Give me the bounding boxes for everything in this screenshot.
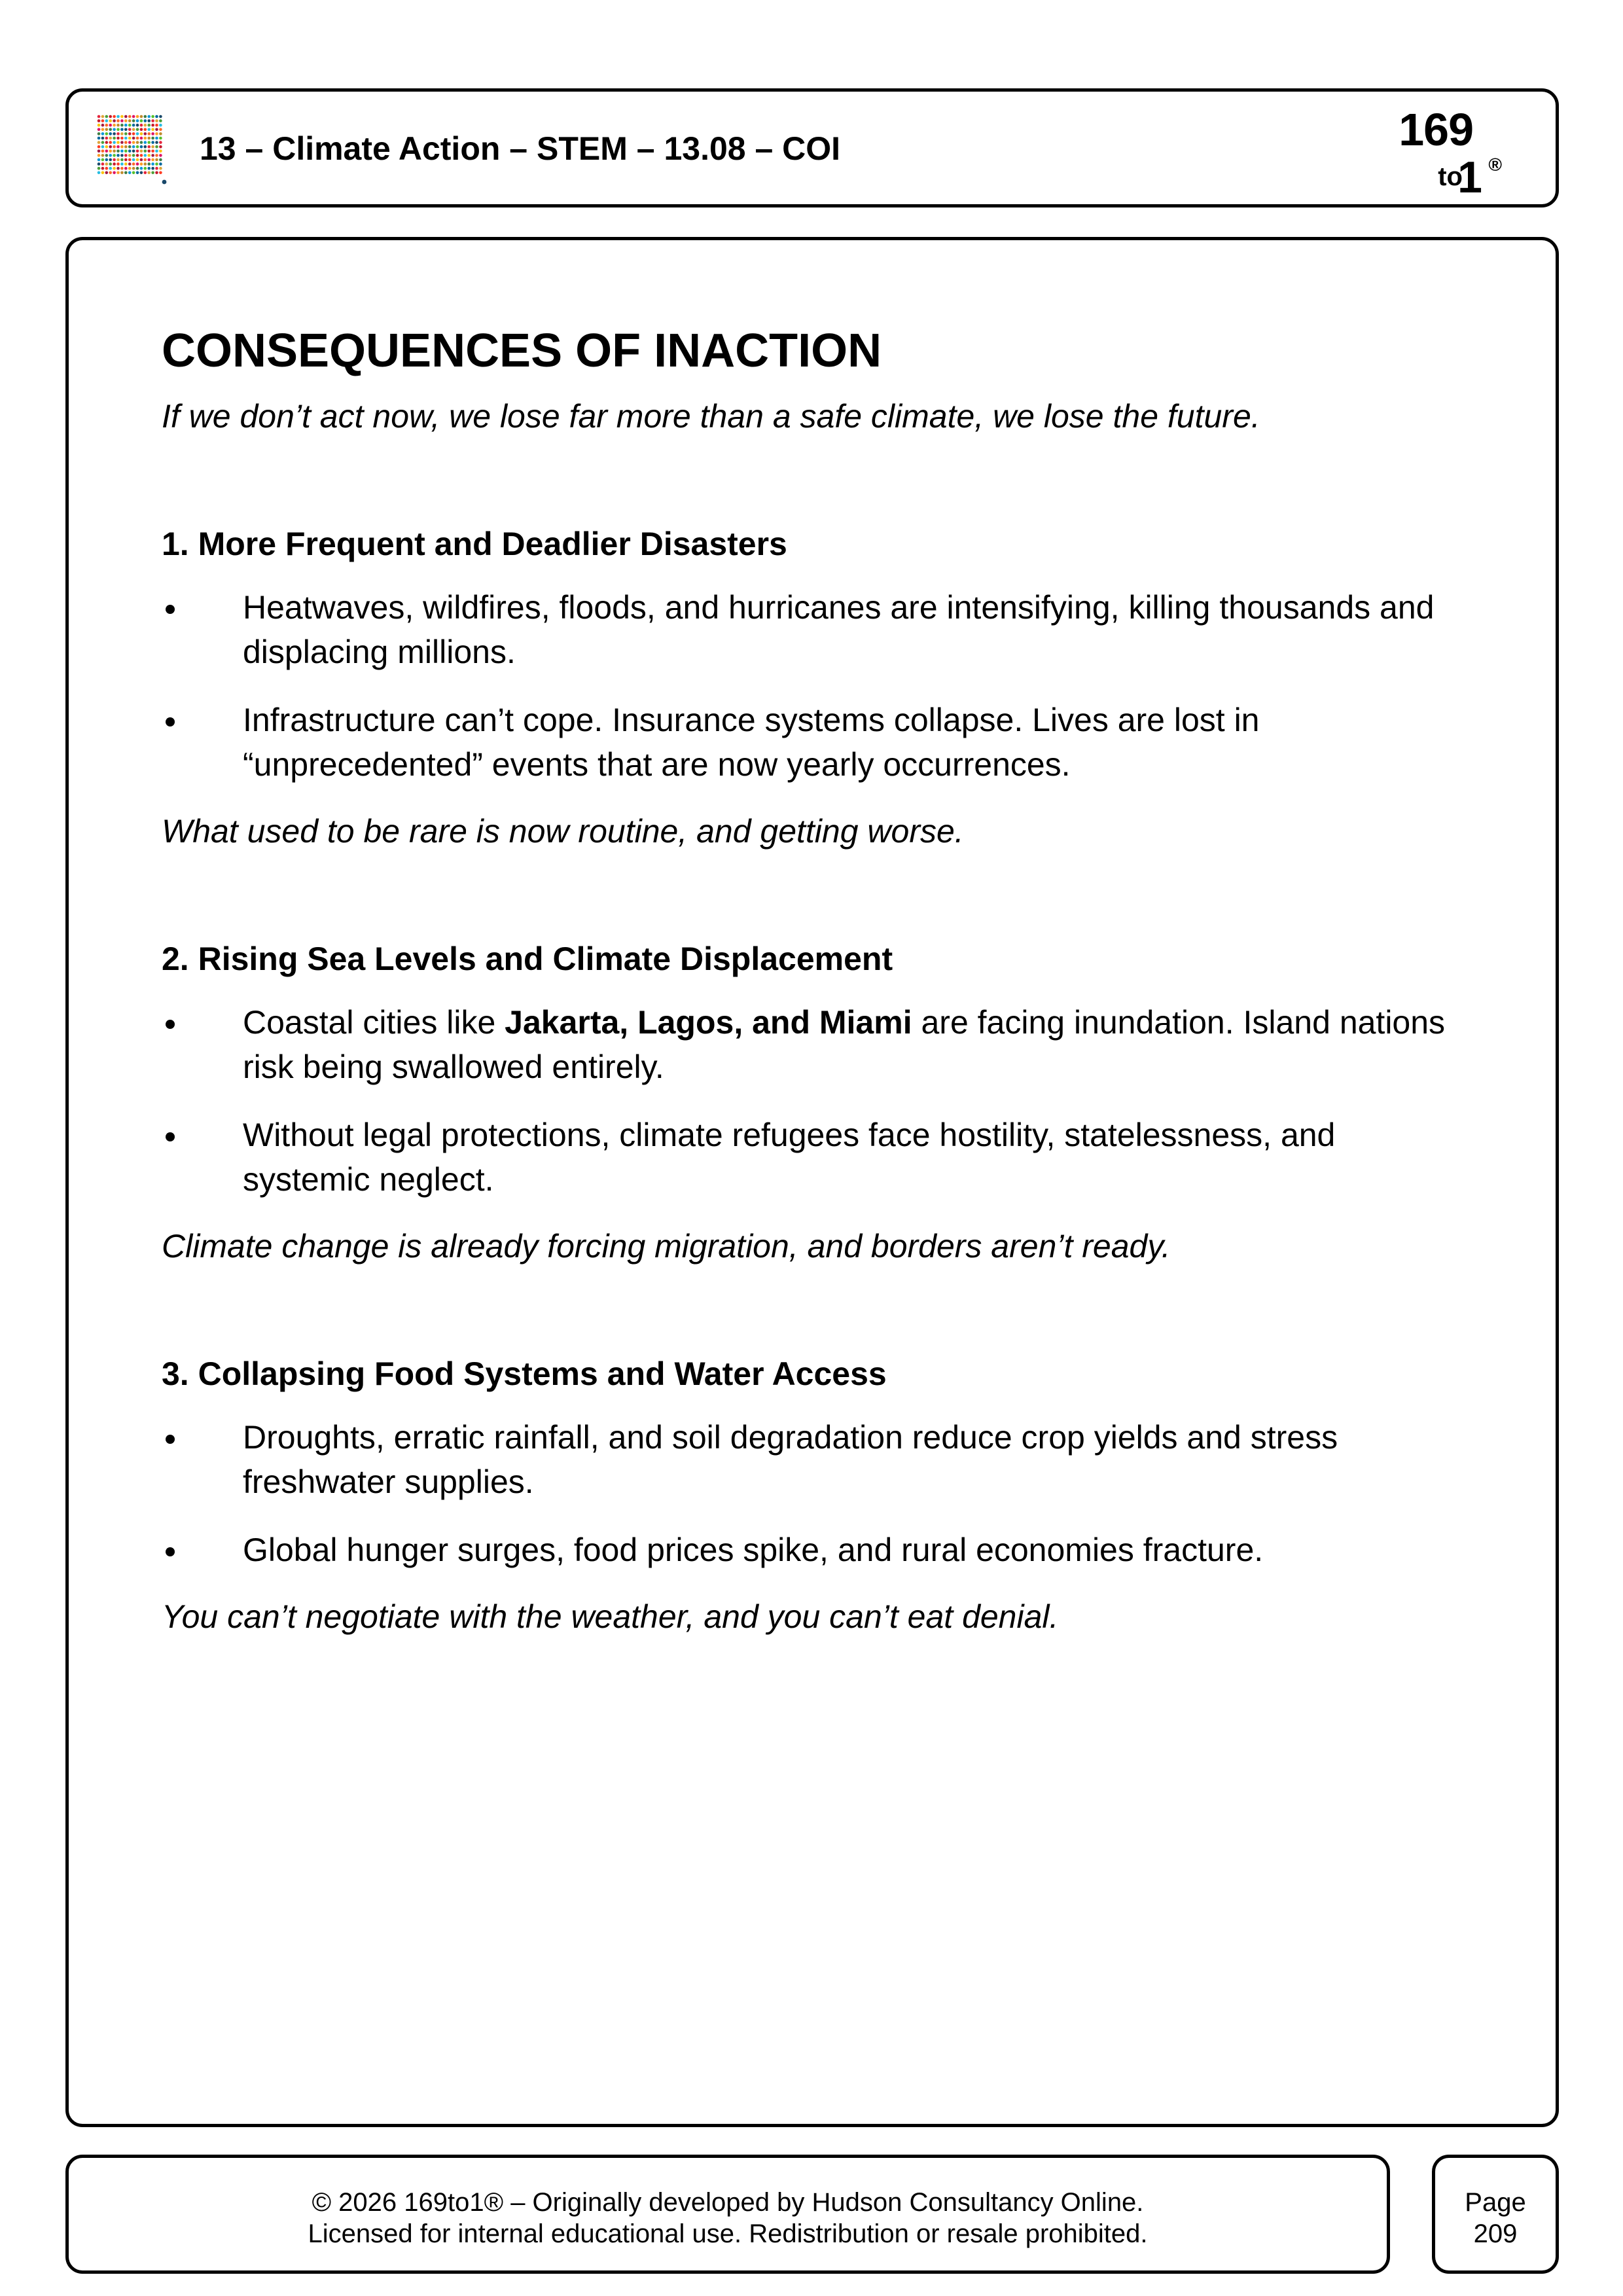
logo-dot bbox=[101, 167, 105, 170]
logo-dot bbox=[140, 119, 143, 122]
logo-dot bbox=[128, 128, 132, 132]
logo-dot bbox=[128, 119, 132, 122]
page-subtitle: If we don’t act now, we lose far more than a safe climate, we lose the future. bbox=[162, 397, 1260, 435]
logo-dot bbox=[120, 158, 124, 162]
logo-dot bbox=[155, 128, 158, 132]
logo-dot bbox=[144, 154, 147, 157]
logo-dot bbox=[128, 162, 132, 166]
logo-dot bbox=[155, 158, 158, 162]
logo-dot bbox=[147, 150, 151, 153]
logo-dot bbox=[101, 137, 105, 140]
logo-dot bbox=[124, 154, 128, 157]
logo-dot bbox=[132, 119, 135, 122]
logo-dot bbox=[101, 162, 105, 166]
list-item bbox=[162, 698, 1471, 787]
logo-dot bbox=[98, 167, 101, 170]
logo-dot bbox=[136, 150, 139, 153]
logo-dot bbox=[116, 141, 120, 144]
logo-dot bbox=[147, 124, 151, 127]
logo-dot bbox=[120, 132, 124, 135]
logo-dot bbox=[98, 141, 101, 144]
logo-dot bbox=[151, 119, 154, 122]
logo-dot bbox=[144, 137, 147, 140]
logo-dot bbox=[155, 137, 158, 140]
bullet-icon bbox=[166, 717, 175, 726]
logo-dot bbox=[124, 171, 128, 175]
brand-mark bbox=[1391, 97, 1502, 202]
logo-dot bbox=[159, 115, 162, 118]
logo-dot bbox=[109, 171, 112, 175]
bullet-icon bbox=[166, 1020, 175, 1029]
logo-dot bbox=[98, 171, 101, 175]
logo-dot bbox=[109, 132, 112, 135]
logo-dot bbox=[113, 128, 116, 132]
logo-dot bbox=[124, 124, 128, 127]
logo-dot bbox=[159, 145, 162, 149]
logo-dot bbox=[151, 115, 154, 118]
logo-dot bbox=[155, 167, 158, 170]
logo-dot bbox=[136, 141, 139, 144]
bullet-text-cont: are facing inundation. Island nations risk being swallowed entirely. bbox=[243, 1003, 1446, 1085]
logo-dot bbox=[116, 158, 120, 162]
logo-dot bbox=[113, 141, 116, 144]
logo-dot bbox=[136, 137, 139, 140]
bullet-list bbox=[162, 1415, 1471, 1572]
logo-dot bbox=[136, 158, 139, 162]
logo-dot bbox=[124, 128, 128, 132]
logo-dot bbox=[116, 137, 120, 140]
logo-dot bbox=[113, 119, 116, 122]
logo-dot bbox=[136, 145, 139, 149]
logo-dot bbox=[136, 171, 139, 175]
logo-dot bbox=[98, 132, 101, 135]
logo-dot bbox=[120, 154, 124, 157]
logo-dot bbox=[128, 137, 132, 140]
logo-dot bbox=[124, 141, 128, 144]
logo-dot bbox=[120, 119, 124, 122]
logo-dot bbox=[128, 171, 132, 175]
logo-dot bbox=[140, 137, 143, 140]
logo-dot bbox=[147, 167, 151, 170]
logo-dot bbox=[136, 162, 139, 166]
section-2 bbox=[162, 938, 1471, 1268]
logo-dot bbox=[116, 167, 120, 170]
logo-dot bbox=[151, 158, 154, 162]
logo-dot bbox=[151, 124, 154, 127]
content-panel bbox=[65, 237, 1559, 2127]
logo-dot bbox=[113, 158, 116, 162]
bullet-icon bbox=[166, 1435, 175, 1444]
logo-dot bbox=[109, 128, 112, 132]
bullet-icon bbox=[166, 605, 175, 614]
logo-dot bbox=[109, 167, 112, 170]
logo-dot bbox=[155, 124, 158, 127]
logo-dot bbox=[147, 171, 151, 175]
logo-dot bbox=[101, 154, 105, 157]
logo-dot bbox=[132, 128, 135, 132]
logo-dot bbox=[132, 141, 135, 144]
logo-dot bbox=[144, 171, 147, 175]
logo-dot bbox=[105, 171, 109, 175]
logo-dot bbox=[124, 132, 128, 135]
logo-dot bbox=[101, 145, 105, 149]
logo-dot bbox=[120, 128, 124, 132]
logo-dot bbox=[98, 137, 101, 140]
logo-dot bbox=[155, 145, 158, 149]
logo-dot bbox=[113, 162, 116, 166]
logo-dot bbox=[147, 115, 151, 118]
logo-dot bbox=[124, 145, 128, 149]
logo-dot bbox=[128, 154, 132, 157]
logo-dot bbox=[98, 124, 101, 127]
logo-dot bbox=[113, 145, 116, 149]
section-heading: 1. More Frequent and Deadlier Disasters bbox=[162, 525, 787, 562]
logo-dot bbox=[155, 119, 158, 122]
list-item bbox=[162, 1528, 1471, 1572]
logo-dot bbox=[147, 132, 151, 135]
logo-dot bbox=[109, 162, 112, 166]
logo-dot bbox=[113, 132, 116, 135]
logo-dot bbox=[144, 158, 147, 162]
logo-dot bbox=[105, 150, 109, 153]
logo-dot bbox=[132, 162, 135, 166]
logo-dot bbox=[159, 167, 162, 170]
logo-dot bbox=[120, 162, 124, 166]
list-item bbox=[162, 1415, 1471, 1504]
logo-dot bbox=[109, 115, 112, 118]
bullet-text: Heatwaves, wildfires, floods, and hurricanes are intensifying, killing thousands and displacing millions. bbox=[243, 588, 1435, 670]
logo-dot bbox=[147, 137, 151, 140]
notice-text bbox=[69, 2187, 1387, 2250]
logo-dot bbox=[151, 137, 154, 140]
logo-dot bbox=[116, 171, 120, 175]
logo-dot bbox=[120, 150, 124, 153]
logo-dot bbox=[109, 150, 112, 153]
logo-dot bbox=[109, 154, 112, 157]
logo-dot bbox=[124, 137, 128, 140]
sdg-logo-icon bbox=[96, 114, 167, 185]
logo-dot bbox=[132, 124, 135, 127]
logo-dot bbox=[101, 115, 105, 118]
logo-dot bbox=[98, 150, 101, 153]
bullet-text: Infrastructure can’t cope. Insurance systems collapse. Lives are lost in “unprecedented” events that are now yearly occurrences. bbox=[243, 701, 1260, 783]
logo-dot bbox=[116, 128, 120, 132]
logo-dot bbox=[105, 128, 109, 132]
content-body bbox=[162, 324, 1471, 1638]
logo-dot bbox=[132, 158, 135, 162]
bullet-emphasis: Jakarta, Lagos, and Miami bbox=[505, 1003, 912, 1041]
logo-dot bbox=[128, 132, 132, 135]
logo-dot bbox=[116, 124, 120, 127]
logo-dot bbox=[159, 171, 162, 175]
logo-dot bbox=[124, 162, 128, 166]
logo-dot bbox=[144, 115, 147, 118]
logo-dot bbox=[151, 150, 154, 153]
list-item bbox=[162, 1000, 1471, 1089]
logo-dot bbox=[140, 124, 143, 127]
logo-dot bbox=[113, 167, 116, 170]
logo-dot bbox=[124, 150, 128, 153]
logo-dot bbox=[144, 150, 147, 153]
page-indicator bbox=[1435, 2187, 1556, 2250]
section-heading: 2. Rising Sea Levels and Climate Displacement bbox=[162, 940, 893, 977]
logo-dot bbox=[140, 145, 143, 149]
page-header bbox=[65, 88, 1559, 207]
logo-dot bbox=[144, 119, 147, 122]
logo-dot bbox=[159, 119, 162, 122]
logo-dot bbox=[105, 137, 109, 140]
bullet-text: Global hunger surges, food prices spike, and rural economies fracture. bbox=[243, 1531, 1264, 1568]
logo-dot bbox=[98, 158, 101, 162]
logo-dot bbox=[116, 154, 120, 157]
logo-dot bbox=[109, 158, 112, 162]
logo-dot bbox=[101, 141, 105, 144]
logo-dot bbox=[109, 145, 112, 149]
logo-dot bbox=[120, 171, 124, 175]
logo-dot bbox=[124, 119, 128, 122]
logo-dot bbox=[113, 124, 116, 127]
logo-dot bbox=[116, 132, 120, 135]
logo-dot bbox=[140, 128, 143, 132]
logo-dot bbox=[159, 150, 162, 153]
logo-dot bbox=[155, 162, 158, 166]
logo-dot bbox=[98, 154, 101, 157]
logo-dot bbox=[132, 145, 135, 149]
logo-dot bbox=[120, 115, 124, 118]
logo-dot bbox=[151, 132, 154, 135]
logo-dot bbox=[116, 162, 120, 166]
logo-dot bbox=[147, 128, 151, 132]
logo-dot bbox=[140, 167, 143, 170]
logo-dot bbox=[140, 162, 143, 166]
logo-dot bbox=[159, 137, 162, 140]
list-item bbox=[162, 1113, 1471, 1202]
logo-dot bbox=[147, 154, 151, 157]
logo-dot bbox=[109, 137, 112, 140]
copyright-notice bbox=[65, 2155, 1390, 2274]
logo-dot bbox=[136, 124, 139, 127]
logo-dot bbox=[155, 141, 158, 144]
logo-dot bbox=[105, 132, 109, 135]
logo-dot bbox=[159, 141, 162, 144]
logo-dot bbox=[136, 154, 139, 157]
logo-dot bbox=[128, 124, 132, 127]
bullet-list bbox=[162, 1000, 1471, 1202]
logo-dot bbox=[105, 145, 109, 149]
logo-dot bbox=[144, 162, 147, 166]
logo-dot bbox=[132, 154, 135, 157]
page-label: Page bbox=[1465, 2188, 1526, 2217]
copyright-line: © 2026 169to1® – Originally developed by Hudson Consultancy Online. bbox=[312, 2188, 1144, 2217]
logo-dot bbox=[140, 154, 143, 157]
logo-dot bbox=[109, 124, 112, 127]
logo-dot bbox=[151, 162, 154, 166]
logo-dot bbox=[101, 158, 105, 162]
logo-dot-accent bbox=[162, 180, 167, 185]
logo-dot bbox=[116, 145, 120, 149]
logo-dot bbox=[144, 128, 147, 132]
logo-dot bbox=[128, 145, 132, 149]
logo-dot bbox=[136, 115, 139, 118]
section-takeaway: Climate change is already forcing migration, and borders aren’t ready. bbox=[162, 1227, 1171, 1265]
section-3 bbox=[162, 1353, 1471, 1638]
logo-dot bbox=[120, 137, 124, 140]
bullet-text: Without legal protections, climate refugees face hostility, statelessness, and systemic neglect. bbox=[243, 1116, 1336, 1198]
bullet-icon bbox=[166, 1132, 175, 1141]
logo-dot bbox=[136, 132, 139, 135]
logo-dot bbox=[113, 171, 116, 175]
logo-dot bbox=[155, 154, 158, 157]
logo-dot bbox=[159, 158, 162, 162]
logo-dot bbox=[140, 115, 143, 118]
logo-dot bbox=[147, 141, 151, 144]
logo-dot bbox=[113, 137, 116, 140]
logo-dot bbox=[105, 119, 109, 122]
logo-dot bbox=[101, 132, 105, 135]
page-title: CONSEQUENCES OF INACTION bbox=[162, 325, 882, 377]
logo-dot bbox=[155, 115, 158, 118]
logo-dot bbox=[159, 132, 162, 135]
logo-dot bbox=[128, 115, 132, 118]
header-title: 13 – Climate Action – STEM – 13.08 – COI bbox=[200, 130, 841, 167]
logo-dot bbox=[151, 141, 154, 144]
logo-dot bbox=[120, 141, 124, 144]
logo-dot bbox=[98, 115, 101, 118]
logo-dot bbox=[144, 141, 147, 144]
sections bbox=[162, 523, 1471, 1638]
logo-dot bbox=[128, 167, 132, 170]
logo-dot bbox=[132, 137, 135, 140]
logo-dot bbox=[116, 115, 120, 118]
logo-dot bbox=[140, 141, 143, 144]
logo-dot bbox=[124, 115, 128, 118]
section-takeaway: You can’t negotiate with the weather, and you can’t eat denial. bbox=[162, 1598, 1059, 1635]
logo-dot bbox=[155, 171, 158, 175]
logo-dot bbox=[101, 150, 105, 153]
logo-dot bbox=[151, 128, 154, 132]
logo-dot bbox=[151, 171, 154, 175]
bullet-text: Droughts, erratic rainfall, and soil degradation reduce crop yields and stress freshwater supplies. bbox=[243, 1418, 1338, 1500]
logo-dot bbox=[159, 162, 162, 166]
logo-dot bbox=[98, 119, 101, 122]
logo-dot bbox=[105, 154, 109, 157]
logo-dot bbox=[155, 132, 158, 135]
logo-dot bbox=[98, 128, 101, 132]
logo-dot bbox=[147, 145, 151, 149]
brand-registered: ® bbox=[1488, 154, 1502, 175]
logo-dot bbox=[105, 141, 109, 144]
logo-dot bbox=[116, 119, 120, 122]
logo-dot bbox=[98, 162, 101, 166]
logo-dot bbox=[113, 115, 116, 118]
section-1 bbox=[162, 523, 1471, 853]
logo-dot bbox=[140, 132, 143, 135]
logo-dot bbox=[147, 162, 151, 166]
logo-dot bbox=[151, 167, 154, 170]
bullet-list bbox=[162, 585, 1471, 787]
logo-dot bbox=[105, 162, 109, 166]
list-item bbox=[162, 585, 1471, 674]
logo-dot bbox=[132, 150, 135, 153]
logo-dot bbox=[113, 154, 116, 157]
logo-dot bbox=[155, 150, 158, 153]
logo-dot bbox=[109, 119, 112, 122]
logo-dot bbox=[116, 150, 120, 153]
page-number: 209 bbox=[1473, 2219, 1518, 2248]
logo-dot bbox=[159, 128, 162, 132]
logo-dot bbox=[124, 167, 128, 170]
logo-dot bbox=[136, 128, 139, 132]
logo-dot bbox=[147, 158, 151, 162]
logo-dot bbox=[147, 119, 151, 122]
logo-dot bbox=[120, 145, 124, 149]
bullet-text: Coastal cities like bbox=[243, 1003, 505, 1041]
logo-dot bbox=[101, 171, 105, 175]
logo-dot bbox=[98, 145, 101, 149]
logo-dot bbox=[105, 158, 109, 162]
logo-dot bbox=[101, 128, 105, 132]
logo-dot bbox=[140, 171, 143, 175]
logo-dot bbox=[128, 141, 132, 144]
logo-dot bbox=[144, 167, 147, 170]
logo-dot bbox=[105, 115, 109, 118]
logo-dot bbox=[120, 124, 124, 127]
logo-dot bbox=[140, 150, 143, 153]
brand-one: 1 bbox=[1457, 152, 1482, 202]
brand-number: 169 bbox=[1399, 104, 1473, 155]
bullet-icon bbox=[166, 1547, 175, 1556]
logo-dot bbox=[105, 167, 109, 170]
logo-dot bbox=[159, 124, 162, 127]
logo-dot bbox=[128, 150, 132, 153]
logo-dot bbox=[151, 154, 154, 157]
brand-to: to bbox=[1438, 162, 1463, 191]
logo-dot bbox=[132, 132, 135, 135]
logo-dot bbox=[128, 158, 132, 162]
logo-dot bbox=[151, 145, 154, 149]
logo-dot bbox=[140, 158, 143, 162]
logo-dot bbox=[136, 119, 139, 122]
logo-dot bbox=[144, 145, 147, 149]
section-heading: 3. Collapsing Food Systems and Water Access bbox=[162, 1355, 887, 1392]
logo-dot bbox=[144, 132, 147, 135]
logo-dot bbox=[132, 167, 135, 170]
logo-dot bbox=[159, 154, 162, 157]
logo-dot bbox=[101, 119, 105, 122]
page-number-box bbox=[1432, 2155, 1559, 2274]
logo-dot bbox=[101, 124, 105, 127]
logo-dot bbox=[132, 171, 135, 175]
logo-dot bbox=[124, 158, 128, 162]
logo-dot bbox=[132, 115, 135, 118]
logo-dot bbox=[144, 124, 147, 127]
logo-dot bbox=[120, 167, 124, 170]
logo-dot bbox=[105, 124, 109, 127]
logo-dot bbox=[109, 141, 112, 144]
license-line: Licensed for internal educational use. Redistribution or resale prohibited. bbox=[308, 2219, 1148, 2248]
logo-dot bbox=[136, 167, 139, 170]
logo-dot bbox=[113, 150, 116, 153]
section-takeaway: What used to be rare is now routine, and getting worse. bbox=[162, 812, 964, 850]
